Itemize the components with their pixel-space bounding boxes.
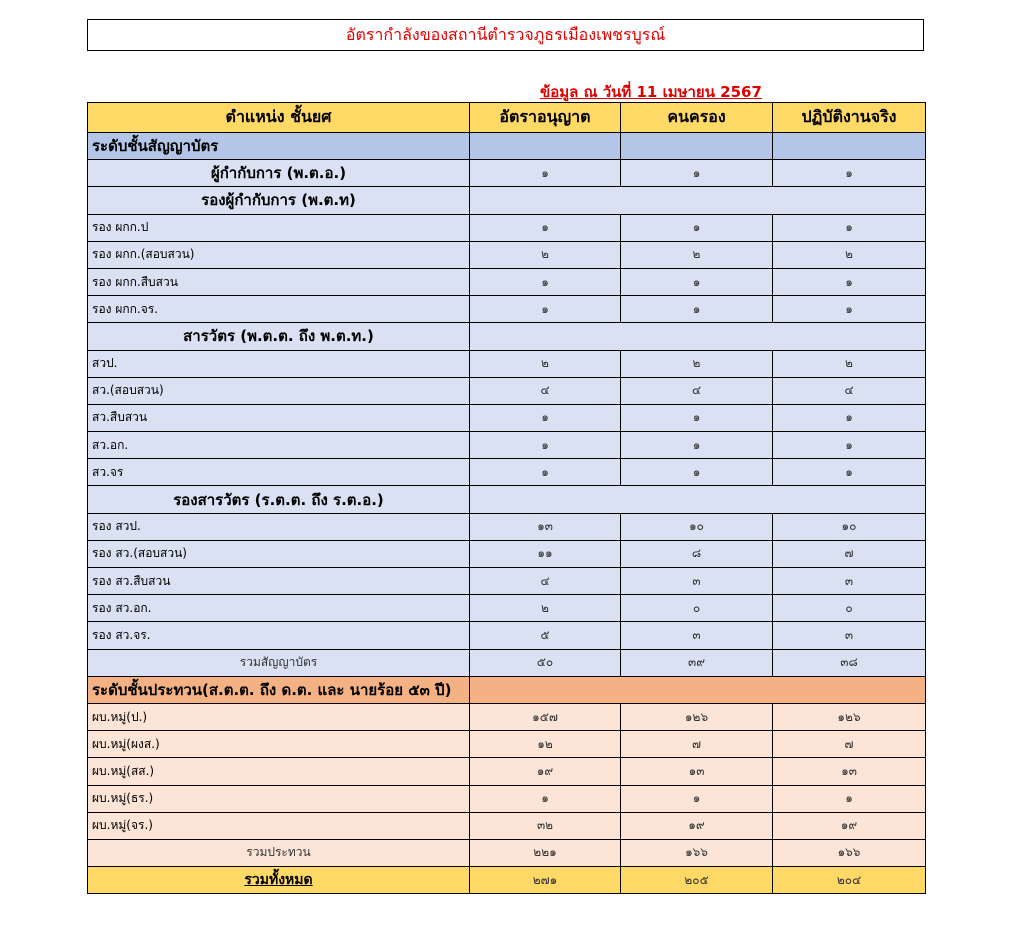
actual-value: ๗	[773, 540, 926, 567]
row-label: ผบ.หมู่(ป.)	[88, 703, 470, 730]
deputy-header-label: รองผู้กำกับการ (พ.ต.ท)	[88, 187, 470, 214]
staffing-table	[87, 102, 926, 894]
actual-value: ๗	[773, 731, 926, 758]
empty-cell	[773, 133, 926, 160]
occupied-value: ๑	[621, 296, 773, 323]
row-label: รอง สว.อก.	[88, 595, 470, 622]
occupied-value: ๑๖๖	[621, 839, 773, 866]
empty-cell	[470, 187, 926, 214]
date-line: ข้อมูล ณ วันที่ 11 เมษายน 2567	[540, 83, 762, 101]
deputy-inspector-header	[88, 486, 926, 513]
authorized-value: ๒	[470, 595, 621, 622]
occupied-value: ๑	[621, 214, 773, 241]
table-row	[88, 839, 926, 866]
table-row	[88, 214, 926, 241]
occupied-value: ๑	[621, 268, 773, 295]
table-row	[88, 731, 926, 758]
table-row	[88, 377, 926, 404]
actual-value: ๒๐๔	[773, 867, 926, 894]
occupied-value: ๓๙	[621, 649, 773, 676]
actual-value: ๔	[773, 377, 926, 404]
page-title	[87, 19, 924, 51]
row-label: สว.(สอบสวน)	[88, 377, 470, 404]
officer-section	[88, 133, 926, 160]
actual-value: ๓๘	[773, 649, 926, 676]
actual-value: ๑	[773, 214, 926, 241]
row-label: รอง สว.สืบสวน	[88, 568, 470, 595]
occupied-value: ๑๐	[621, 513, 773, 540]
occupied-value: ๔	[621, 377, 773, 404]
row-label: รอง สวป.	[88, 513, 470, 540]
row-label: ผู้กำกับการ (พ.ต.อ.)	[88, 160, 470, 187]
occupied-value: ๐	[621, 595, 773, 622]
deputy-inspector-header-label: รองสารวัตร (ร.ต.ต. ถึง ร.ต.อ.)	[88, 486, 470, 513]
actual-value: ๑๓	[773, 758, 926, 785]
table-row	[88, 622, 926, 649]
row-label: รวมสัญญาบัตร	[88, 649, 470, 676]
authorized-value: ๔	[470, 568, 621, 595]
occupied-value: ๑	[621, 459, 773, 486]
row-label: รอง ผกก.ป	[88, 214, 470, 241]
actual-value: ๑	[773, 268, 926, 295]
row-label: สว.อก.	[88, 432, 470, 459]
empty-cell	[621, 133, 773, 160]
authorized-value: ๑	[470, 160, 621, 187]
authorized-value: ๓๒	[470, 812, 621, 839]
actual-value: ๓	[773, 622, 926, 649]
actual-value: ๑	[773, 432, 926, 459]
occupied-value: ๒	[621, 350, 773, 377]
row-label: รอง ผกก.จร.	[88, 296, 470, 323]
row-label: สว.จร	[88, 459, 470, 486]
row-label: รอง ผกก.(สอบสวน)	[88, 241, 470, 268]
table-row	[88, 404, 926, 431]
row-label: รอง สว.จร.	[88, 622, 470, 649]
table-row	[88, 459, 926, 486]
occupied-value: ๑๙	[621, 812, 773, 839]
nco-section-label: ระดับชั้นประทวน(ส.ต.ต. ถึง ด.ต. และ นายร้อย ๕๓ ปี)	[88, 676, 470, 703]
occupied-value: ๑	[621, 785, 773, 812]
empty-cell	[470, 486, 926, 513]
table-row	[88, 350, 926, 377]
authorized-value: ๑	[470, 268, 621, 295]
actual-value: ๑๐	[773, 513, 926, 540]
row-label: รอง ผกก.สืบสวน	[88, 268, 470, 295]
authorized-value: ๑๓	[470, 513, 621, 540]
authorized-value: ๒	[470, 241, 621, 268]
actual-value: ๑๒๖	[773, 703, 926, 730]
empty-cell	[470, 133, 621, 160]
authorized-value: ๑	[470, 432, 621, 459]
authorized-value: ๒๗๑	[470, 867, 621, 894]
occupied-value: ๗	[621, 731, 773, 758]
authorized-value: ๑	[470, 214, 621, 241]
actual-value: ๒	[773, 241, 926, 268]
page-title-text: อัตรากำลังของสถานีตำรวจภูธรเมืองเพชรบูรณ์	[345, 24, 666, 44]
occupied-value: ๑	[621, 404, 773, 431]
occupied-value: ๑๒๖	[621, 703, 773, 730]
row-label: ผบ.หมู่(จร.)	[88, 812, 470, 839]
occupied-value: ๑	[621, 160, 773, 187]
table-row	[88, 268, 926, 295]
table-row	[88, 649, 926, 676]
authorized-value: ๑	[470, 785, 621, 812]
row-label: รอง สว.(สอบสวน)	[88, 540, 470, 567]
actual-value: ๑	[773, 404, 926, 431]
row-label: ผบ.หมู่(ผงส.)	[88, 731, 470, 758]
authorized-value: ๔	[470, 377, 621, 404]
authorized-value: ๑๑	[470, 540, 621, 567]
deputy-header	[88, 187, 926, 214]
occupied-value: ๒	[621, 241, 773, 268]
authorized-value: ๑๕๗	[470, 703, 621, 730]
row-label: สว.สืบสวน	[88, 404, 470, 431]
authorized-value: ๑	[470, 459, 621, 486]
row-label: รวมประทวน	[88, 839, 470, 866]
occupied-value: ๘	[621, 540, 773, 567]
header-actual: ปฏิบัติงานจริง	[773, 103, 926, 133]
table-row	[88, 160, 926, 187]
actual-value: ๑	[773, 160, 926, 187]
occupied-value: ๓	[621, 622, 773, 649]
authorized-value: ๑๙	[470, 758, 621, 785]
authorized-value: ๒	[470, 350, 621, 377]
actual-value: ๑๙	[773, 812, 926, 839]
header-position: ตำแหน่ง ชั้นยศ	[88, 103, 470, 133]
actual-value: ๑	[773, 296, 926, 323]
row-label: รวมทั้งหมด	[88, 867, 470, 894]
header-row	[88, 103, 926, 133]
row-label: สวป.	[88, 350, 470, 377]
officer-section-label: ระดับชั้นสัญญาบัตร	[88, 133, 470, 160]
authorized-value: ๕	[470, 622, 621, 649]
table-row	[88, 867, 926, 894]
authorized-value: ๑	[470, 296, 621, 323]
table-row	[88, 432, 926, 459]
nco-section	[88, 676, 926, 703]
table-row	[88, 812, 926, 839]
actual-value: ๒	[773, 350, 926, 377]
row-label: ผบ.หมู่(ธร.)	[88, 785, 470, 812]
actual-value: ๐	[773, 595, 926, 622]
header-occupied: คนครอง	[621, 103, 773, 133]
table-row	[88, 758, 926, 785]
authorized-value: ๒๒๑	[470, 839, 621, 866]
occupied-value: ๓	[621, 568, 773, 595]
table-row	[88, 513, 926, 540]
row-label: ผบ.หมู่(สส.)	[88, 758, 470, 785]
occupied-value: ๒๐๕	[621, 867, 773, 894]
authorized-value: ๑	[470, 404, 621, 431]
inspector-header-label: สารวัตร (พ.ต.ต. ถึง พ.ต.ท.)	[88, 323, 470, 350]
table-row	[88, 595, 926, 622]
table-row	[88, 241, 926, 268]
header-authorized: อัตราอนุญาต	[470, 103, 621, 133]
occupied-value: ๑	[621, 432, 773, 459]
empty-cell	[470, 323, 926, 350]
actual-value: ๓	[773, 568, 926, 595]
authorized-value: ๕๐	[470, 649, 621, 676]
empty-cell	[470, 676, 926, 703]
actual-value: ๑๖๖	[773, 839, 926, 866]
table-row	[88, 568, 926, 595]
occupied-value: ๑๓	[621, 758, 773, 785]
table-row	[88, 540, 926, 567]
actual-value: ๑	[773, 459, 926, 486]
inspector-header	[88, 323, 926, 350]
authorized-value: ๑๒	[470, 731, 621, 758]
table-row	[88, 703, 926, 730]
table-row	[88, 785, 926, 812]
actual-value: ๑	[773, 785, 926, 812]
table-row	[88, 296, 926, 323]
